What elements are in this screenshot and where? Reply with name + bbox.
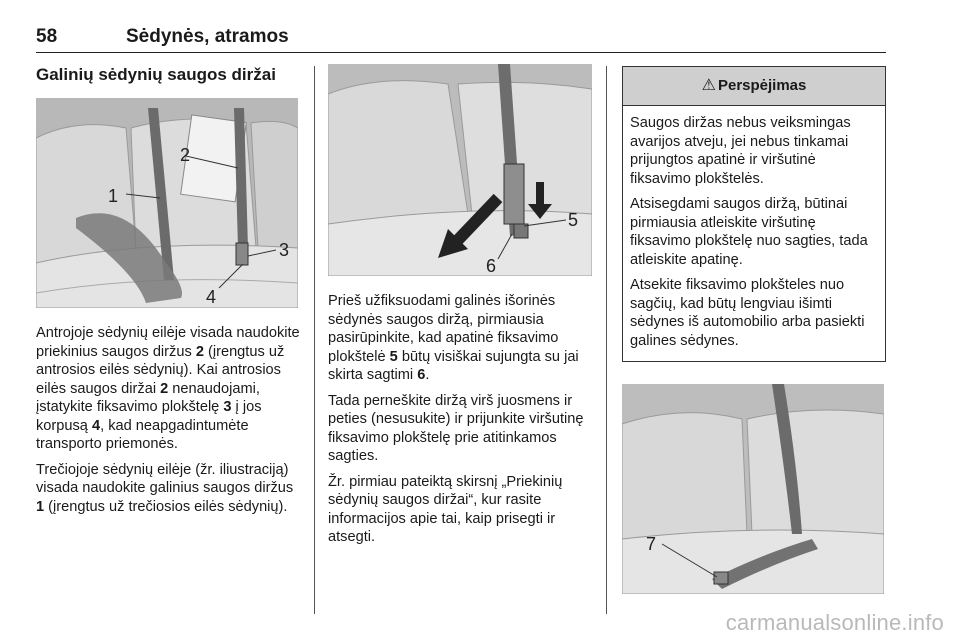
callout-7: 7	[646, 534, 657, 554]
col2-paragraph-2: Tada perneškite diržą virš juosmens ir peties (nesusukite) ir prijunkite viršutinę fiksavimo plokštelę prie atitinkamos sagties.	[328, 392, 584, 464]
watermark: carmanualsonline.info	[725, 610, 944, 635]
section-heading: Galinių sėdynių saugos diržai	[36, 65, 276, 84]
page-number: 58	[36, 26, 58, 47]
callout-6: 6	[486, 256, 497, 276]
section-title: Sėdynės, atramos	[126, 26, 289, 47]
column-divider-2	[606, 66, 607, 614]
buckle-illustration	[328, 64, 592, 276]
warning-box	[622, 66, 886, 362]
page-header	[36, 24, 886, 53]
warning-paragraph-2: Atsisegdami saugos diržą, būtinai pirmiausia atleiskite viršutinę fiksavimo plokštelę nuo sagties, tada atleiskite apatinę.	[630, 196, 868, 268]
third-row-drawing	[622, 384, 884, 594]
col2-paragraph-3: Žr. pirmiau pateiktą skirsnį „Priekinių sėdynių saugos diržai“, kur rasite informacijos apie tai, kaip prisegti ir atsegti.	[328, 473, 563, 545]
callout-2: 2	[180, 145, 191, 165]
warning-header	[623, 67, 885, 106]
col1-paragraph-2: Trečiojoje sėdynių eilėje (žr. iliustraciją) visada naudokite galinius saugos diržus 1 (įrengtus už trečiosios eilės sėdynių).	[36, 461, 294, 515]
seat-belt-drawing	[36, 98, 298, 308]
callout-3: 3	[279, 240, 290, 260]
buckle-drawing	[328, 64, 592, 276]
third-row-seat-illustration	[622, 384, 884, 594]
col1-paragraph-1: Antrojoje sėdynių eilėje visada naudokite priekinius saugos diržus 2 (įrengtus už antrosios eilės sėdynių). Kai antrosios eilės saugos diržai 2 nenaudojami, įstatykite fiksavimo plokštelę 3 į jos korpusą 4, kad neapgadintumėte transporto priemonės.	[36, 325, 300, 452]
warning-triangle-icon: ⚠	[701, 77, 716, 94]
column-2	[328, 64, 592, 554]
warning-title: Perspėjimas	[717, 77, 807, 94]
callout-1: 1	[108, 186, 119, 206]
warning-body	[623, 106, 885, 361]
column-divider-1	[314, 66, 315, 614]
warning-paragraph-1: Saugos diržas nebus veiksmingas avarijos atveju, jei nebus tinkamai prijungtos apatinė ir viršutinė fiksavimo plokštelės.	[630, 115, 851, 187]
column-3	[622, 64, 886, 594]
column-1	[36, 64, 300, 523]
warning-paragraph-3: Atsekite fiksavimo plokšteles nuo sagčių, kad būtų lengviau išimti sėdynes iš automobilio arba pasiekti galines sėdynes.	[630, 277, 865, 349]
callout-5: 5	[568, 210, 579, 230]
callout-4: 4	[206, 287, 217, 307]
rear-seat-belts-illustration	[36, 98, 298, 308]
col2-paragraph-1: Prieš užfiksuodami galinės išorinės sėdynės saugos diržą, pirmiausia pasirūpinkite, kad apatinė fiksavimo plokštelė 5 būtų visiškai sujungta su jai skirta sagtimi 6.	[328, 293, 579, 383]
